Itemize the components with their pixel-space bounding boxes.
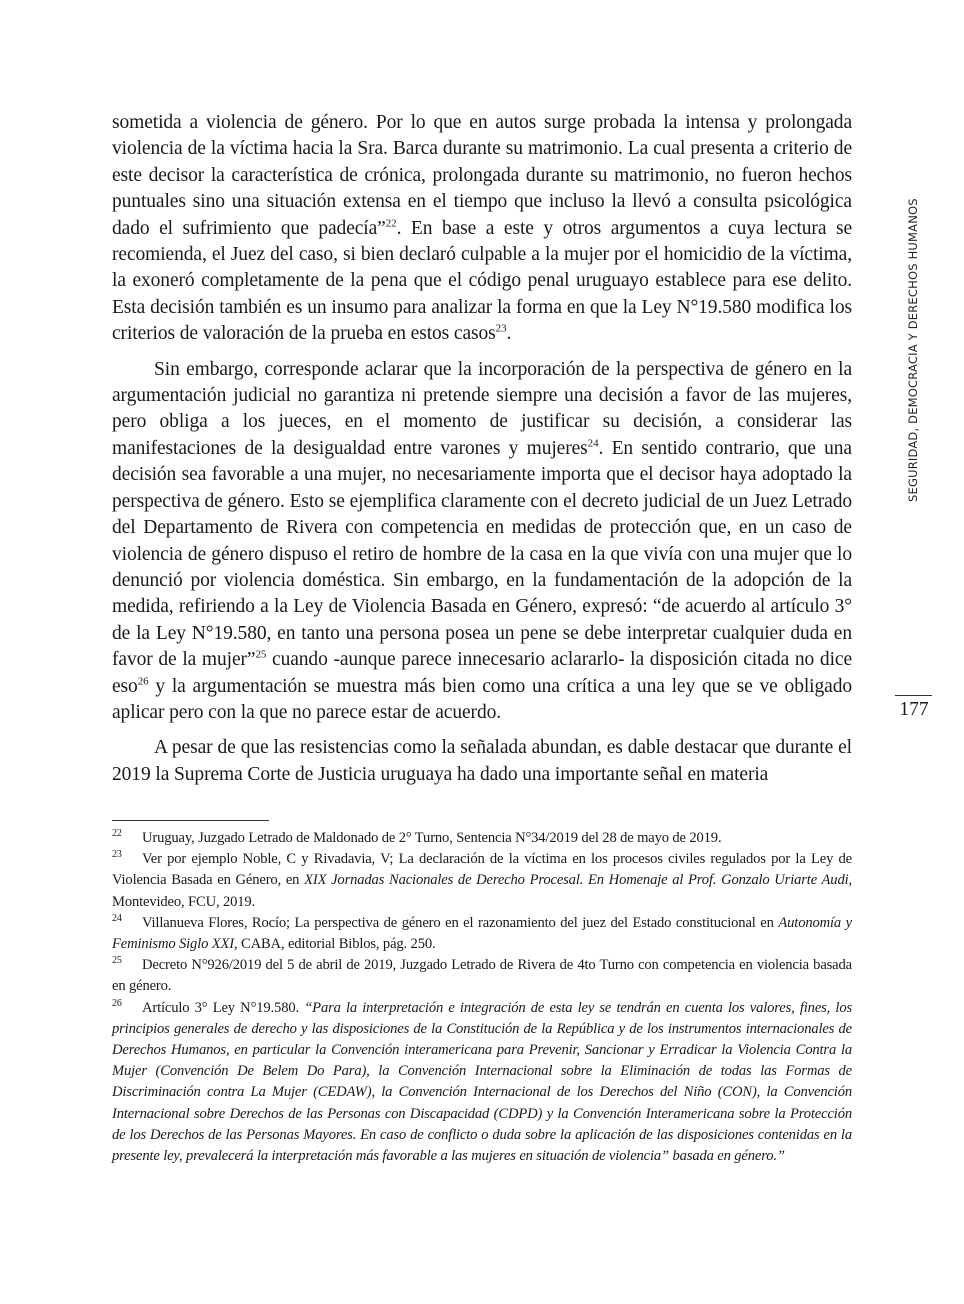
paragraph-text: y la argumentación se muestra más bien como una crítica a una ley que se ve obligado aplicar pero con la que no parece estar de acuerdo. (112, 675, 852, 723)
footnote-separator (112, 820, 269, 821)
paragraph-1 (112, 110, 852, 348)
running-header: SEGURIDAD, DEMOCRACIA Y DERECHOS HUMANOS (906, 198, 920, 502)
paragraph-2 (112, 357, 852, 727)
main-text (112, 110, 852, 797)
paragraph-text: sometida a violencia de género. Por lo que en autos surge probada la intensa y prolongada violencia de la víctima hacia la Sra. Barca durante su matrimonio. La cual presenta a criterio de este decisor la característica de crónica, prolongada durante su matrimonio, no fueron hechos puntuales sino una situación extensa en el tiempo que incluso la llevó a consulta psicológica dado el sufrimiento que padecía” (112, 112, 852, 239)
footnote-italic-title: Autonomía y Feminismo Siglo XXI (112, 914, 852, 953)
footnote-ref-25[interactable]: 25 (255, 648, 267, 661)
page-number-rule (895, 695, 932, 696)
footnote-italic-title: XIX Jornadas Nacionales de Derecho Procesal. En Homenaje al Prof. Gonzalo Uriarte Audi, (304, 872, 852, 889)
footnote-text: Villanueva Flores, Rocío; La perspectiva de género en el razonamiento del juez del Estado constitucional en (142, 914, 779, 931)
footnote-ref-26[interactable]: 26 (137, 675, 149, 688)
quoted-text: “de acuerdo al artículo 3° de la Ley N°19.580, en tanto una persona posea un pene se debe interpretar cualquier duda en favor de la mujer” (112, 596, 852, 671)
footnote-26: 26 Artículo 3° Ley N°19.580. “Para la interpretación e integración de esta ley se tendrán en cuenta los valores, fines, los principios generales de derecho y las disposiciones de la Constitución de la República y de los instrumentos internacionales de Derechos Humanos, en particular la Convención interamericana para Prevenir, Sancionar y Erradicar la Violencia Contra la Mujer (Convención De Belem Do Para), la Convención Internacional sobre la Eliminación de todas las Formas de Discriminación contra La Mujer (CEDAW), la Convención Internacional de los Derechos del Niño (CON), la Convención Internacional sobre Derechos de las Personas con Discapacidad (CDPD) y la Convención Interamericana sobre la Protección de los Derechos de las Personas Mayores. En caso de conflicto o duda sobre la aplicación de las disposiciones contenidas en la presente ley, prevalecerá la interpretación más favorable a las mujeres en situación de violencia” basada en género.” (112, 997, 852, 1165)
footnote-text: Uruguay, Juzgado Letrado de Maldonado de 2° Turno, Sentencia N°34/2019 del 28 de mayo de 2019. (142, 830, 722, 846)
footnote-text: Artículo 3° Ley N°19.580. (142, 999, 305, 1016)
footnote-ref-24[interactable]: 24 (587, 437, 599, 450)
paragraph-text: Sin embargo, corresponde aclarar que la incorporación de la perspectiva de género en la argumentación judicial no garantiza ni pretende siempre una decisión a favor de las mujeres, pero obliga a los jueces, en el momento de justificar su decisión, a considerar las manifestaciones de la desigualdad entre varones y mujeres (112, 358, 852, 459)
paragraph-text: A pesar de que las resistencias como la señalada abundan, es dable destacar que durante el 2019 la Suprema Corte de Justicia uruguaya ha dado una importante señal en materia (112, 737, 852, 785)
paragraph-text: cuando -aunque parece innecesario aclararlo- la disposición citada no dice eso (112, 649, 852, 697)
footnote-text: , CABA, editorial Biblos, pág. 250. (234, 936, 436, 953)
paragraph-text: . En sentido contrario, que una decisión sea favorable a una mujer, no necesariamente importa que el decisor haya adoptado la perspectiva de género. Esto se ejemplifica claramente con el decreto judicial de un Juez Letrado del Departamento de Rivera con competencia en medidas de protección que, en un caso de violencia de género dispuso el retiro de hombre de la casa en la que vivía con una mujer que lo denunció por violencia doméstica. Sin embargo, en la fundamentación de la adopción de la medida, refiriendo a la Ley de Violencia Basada en Género, expresó: (112, 437, 852, 618)
footnote-24: 24 Villanueva Flores, Rocío; La perspectiva de género en el razonamiento del juez del Estado constitucional en Autonomía y Feminismo Siglo XXI, CABA, editorial Biblos, pág. 250. (112, 912, 852, 953)
footnote-italic-quote: “Para la interpretación e integración de esta ley se tendrán en cuenta los valores, fines, los principios generales de derecho y las disposiciones de la Constitución de la República y de los instrumentos internacionales de Derechos Humanos, en particular la Convención interamericana para Prevenir, Sancionar y Erradicar la Violencia Contra la Mujer (Convención De Belem Do Para), la Convención Internacional sobre la Eliminación de todas las Formas de Discriminación contra La Mujer (CEDAW), la Convención Internacional de los Derechos del Niño (CON), la Convención Internacional sobre Derechos de las Personas con Discapacidad (CDPD) y la Convención Interamericana sobre la Protección de los Derechos de las Personas Mayores. En caso de conflicto o duda sobre la aplicación de las disposiciones contenidas en la presente ley, prevalecerá la interpretación más favorable a las mujeres en situación de violencia” basada en género.” (112, 999, 852, 1165)
paragraph-text: . En base a este y otros argumentos a cuya lectura se recomienda, el Juez del caso, si bien declaró culpable a la mujer por el homicidio de la víctima, la exoneró completamente de la pena que el código penal uruguayo establece para ese delito. Esta decisión también es un insumo para analizar la forma en que la Ley N°19.580 modifica los criterios de valoración de la prueba en estos casos (112, 217, 852, 345)
footnote-text: Montevideo, FCU, 2019. (112, 893, 256, 910)
footnote-ref-23[interactable]: 23 (495, 322, 507, 335)
footnote-ref-22[interactable]: 22 (385, 217, 397, 230)
footnote-text: Ver por ejemplo Noble, C y Rivadavia, V; La declaración de la víctima en los procesos civiles regulados por la Ley de Violencia Basada en Género, en (112, 851, 852, 889)
footnotes (112, 828, 852, 1167)
footnote-23: 23 Ver por ejemplo Noble, C y Rivadavia, V; La declaración de la víctima en los procesos civiles regulados por la Ley de Violencia Basada en Género, en XIX Jornadas Nacionales de Derecho Procesal. En Homenaje al Prof. Gonzalo Uriarte Audi, Montevideo, FCU, 2019. (112, 849, 852, 910)
page-number: 177 (899, 699, 929, 720)
footnote-text: Decreto N°926/2019 del 5 de abril de 2019, Juzgado Letrado de Rivera de 4to Turno con competencia en violencia basada en género. (112, 957, 852, 995)
footnote-22: 22 Uruguay, Juzgado Letrado de Maldonado de 2° Turno, Sentencia N°34/2019 del 28 de mayo de 2019. (112, 828, 722, 846)
footnote-25: 25 Decreto N°926/2019 del 5 de abril de 2019, Juzgado Letrado de Rivera de 4to Turno con competencia en violencia basada en género. (112, 955, 852, 995)
paragraph-3 (112, 735, 852, 788)
paragraph-text: . (506, 323, 512, 345)
